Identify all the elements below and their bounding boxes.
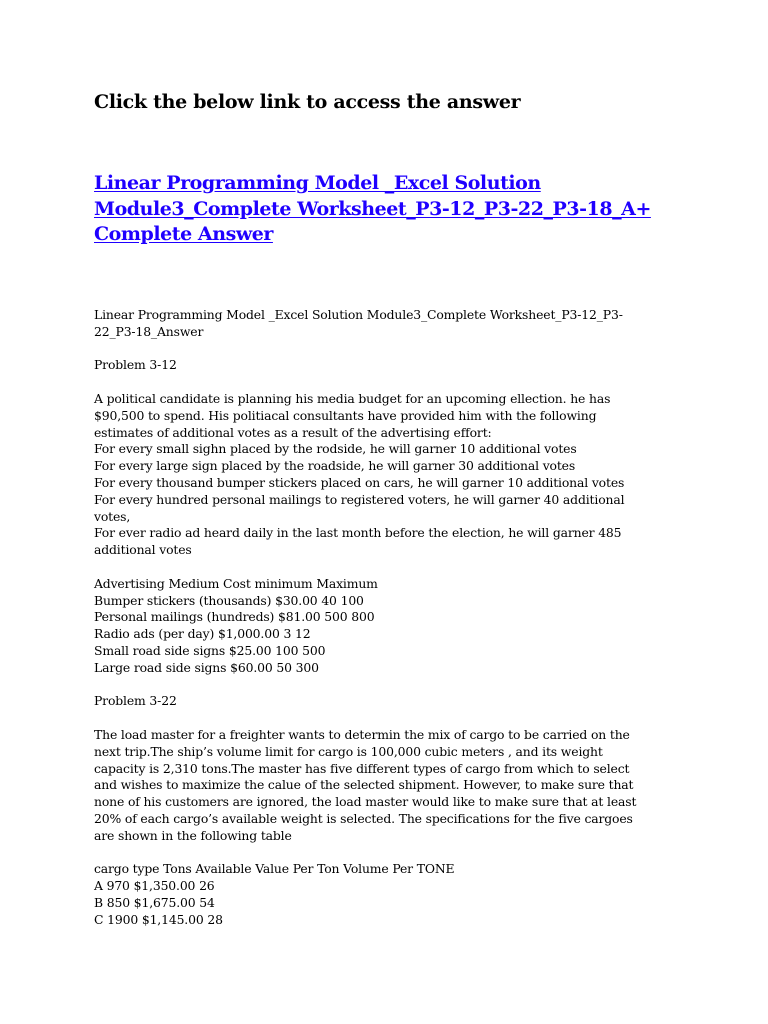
problem-text-line: estimates of additional votes as a result of the advertising effort: bbox=[94, 424, 492, 440]
problem-text-line: are shown in the following table bbox=[94, 827, 292, 843]
table-row: C 1900 $1,145.00 28 bbox=[94, 911, 223, 927]
problem-text-line: votes, bbox=[94, 508, 131, 524]
problem-text-line: none of his customers are ignored, the load master would like to make sure that at least bbox=[94, 794, 637, 810]
answer-link[interactable] bbox=[94, 171, 694, 248]
page-heading: Click the below link to access the answer bbox=[94, 91, 521, 113]
table-row: Advertising Medium Cost minimum Maximum bbox=[94, 575, 378, 591]
problem-text-line: For every small sighn placed by the rodside, he will garner 10 additional votes bbox=[94, 441, 577, 457]
problem-label: Problem 3-22 bbox=[94, 693, 177, 709]
spacer bbox=[94, 845, 694, 862]
table-row: Bumper stickers (thousands) $30.00 40 100 bbox=[94, 592, 364, 608]
problem-text-line: For every large sign placed by the roadside, he will garner 30 additional votes bbox=[94, 458, 576, 474]
problem-label: Problem 3-12 bbox=[94, 357, 177, 373]
problem-text-line: next trip.The ship’s volume limit for cargo is 100,000 cubic meters , and its weight bbox=[94, 743, 603, 759]
problem-text-line: and wishes to maximize the calue of the selected shipment. However, to make sure that bbox=[94, 777, 634, 793]
table-row: B 850 $1,675.00 54 bbox=[94, 894, 215, 910]
problem-text-line: The load master for a freighter wants to determin the mix of cargo to be carried on the bbox=[94, 726, 630, 742]
spacer bbox=[94, 677, 694, 694]
doc-title-line: Linear Programming Model _Excel Solution Module3_Complete Worksheet_P3-12_P3- bbox=[94, 307, 623, 322]
problem-text-line: For every thousand bumper stickers placed on cars, he will garner 10 additional votes bbox=[94, 474, 625, 490]
table-row: Personal mailings (hundreds) $81.00 500 800 bbox=[94, 609, 375, 625]
table-row: Small road side signs $25.00 100 500 bbox=[94, 642, 326, 658]
doc-title-line: 22_P3-18_Answer bbox=[94, 323, 204, 339]
document-body bbox=[94, 307, 694, 928]
answer-link-line[interactable]: Complete Answer bbox=[94, 223, 273, 245]
table-row: A 970 $1,350.00 26 bbox=[94, 878, 215, 894]
table-row: Large road side signs $60.00 50 300 bbox=[94, 659, 319, 675]
problem-text-line: capacity is 2,310 tons.The master has five different types of cargo from which to select bbox=[94, 760, 630, 776]
spacer bbox=[94, 341, 694, 358]
problem-text-line: $90,500 to spend. His politiacal consultants have provided him with the following bbox=[94, 407, 597, 423]
problem-text-line: A political candidate is planning his media budget for an upcoming ellection. he has bbox=[94, 390, 611, 406]
problem-text-line: additional votes bbox=[94, 542, 192, 558]
problem-text-line: For every hundred personal mailings to registered voters, he will garner 40 additional bbox=[94, 491, 625, 507]
answer-link-line[interactable]: Module3_Complete Worksheet_P3-12_P3-22_P3-18_A+ bbox=[94, 197, 651, 220]
spacer bbox=[94, 710, 694, 727]
problem-text-line: For ever radio ad heard daily in the last month before the election, he will garner 485 bbox=[94, 525, 622, 541]
problem-text-line: 20% of each cargo’s available weight is selected. The specifications for the five cargoes bbox=[94, 810, 633, 826]
table-row: Radio ads (per day) $1,000.00 3 12 bbox=[94, 626, 311, 642]
spacer bbox=[94, 559, 694, 576]
answer-link-line[interactable]: Linear Programming Model _Excel Solution bbox=[94, 172, 541, 194]
table-row: cargo type Tons Available Value Per Ton Volume Per TONE bbox=[94, 861, 455, 877]
spacer bbox=[94, 374, 694, 391]
